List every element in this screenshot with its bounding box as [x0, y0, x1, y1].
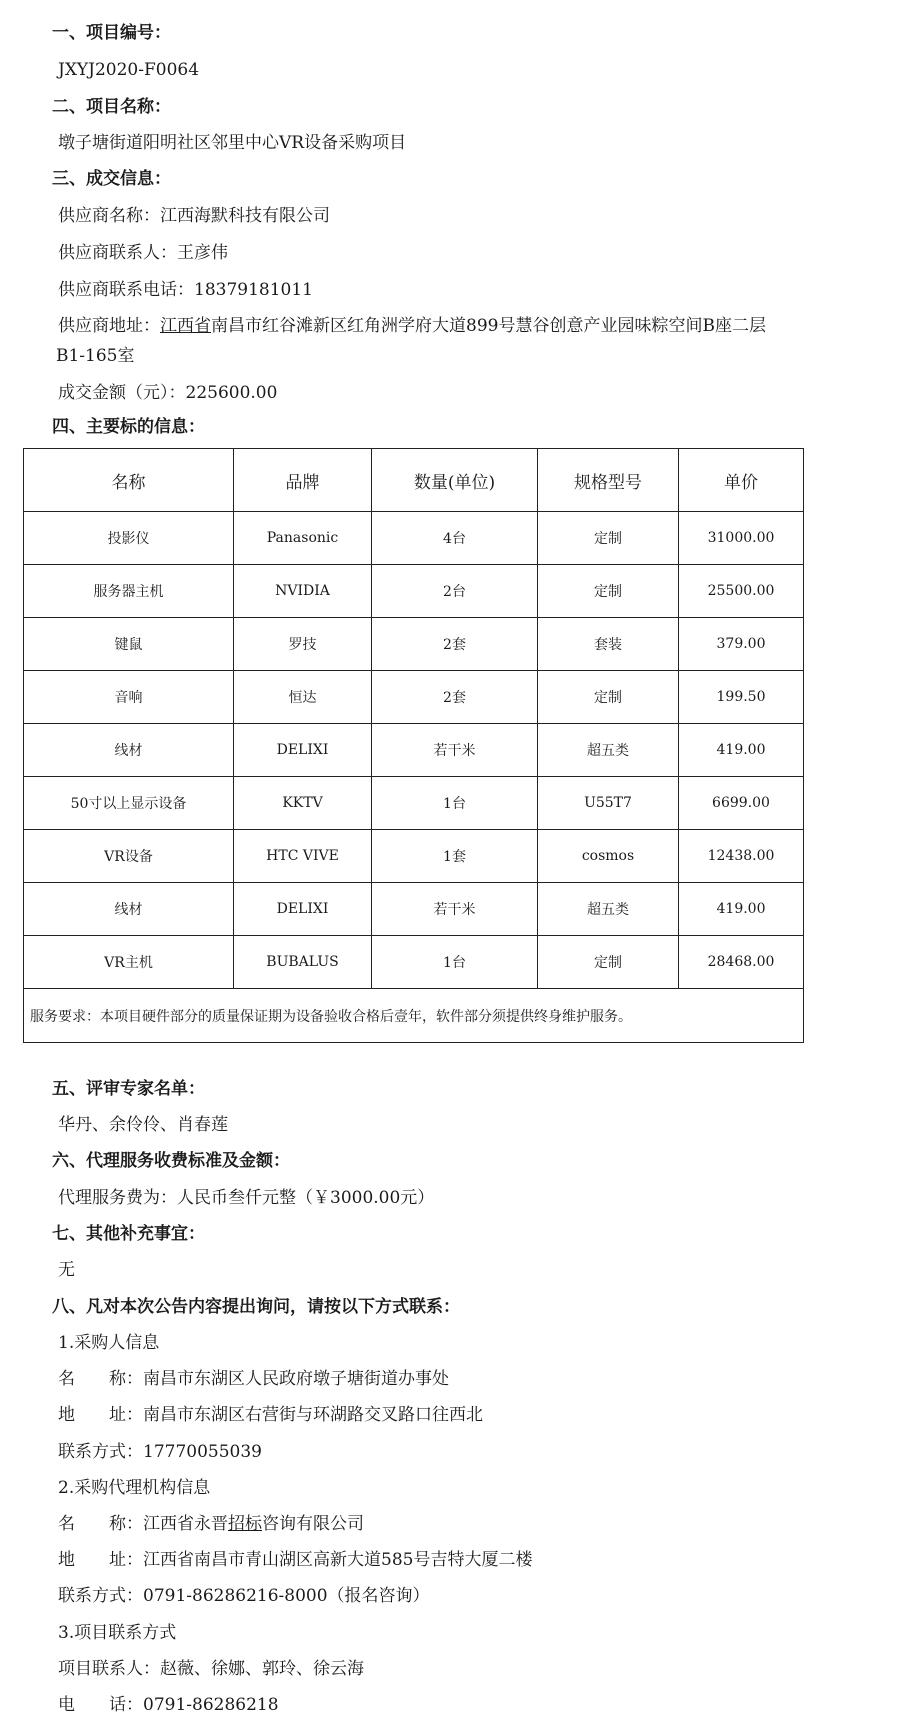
table-header-row [24, 449, 804, 512]
column-header-quantity: 数量(单位) [372, 449, 538, 512]
cell-brand: DELIXI [234, 724, 372, 777]
project-contact-people: 项目联系人：赵薇、徐娜、郭玲、徐云海 [58, 1659, 364, 1679]
cell-spec: 定制 [538, 671, 679, 724]
section-7-heading: 七、其他补充事宜： [52, 1224, 205, 1244]
table-row [24, 936, 804, 989]
cell-name: VR设备 [24, 830, 234, 883]
section-3-heading: 三、成交信息： [52, 169, 171, 189]
agency-name [58, 1513, 364, 1535]
cell-spec: 定制 [538, 936, 679, 989]
cell-price: 28468.00 [679, 936, 804, 989]
project-number: JXYJ2020-F0064 [58, 60, 200, 80]
cell-brand: HTC VIVE [234, 830, 372, 883]
buyer-name-value: 南昌市东湖区人民政府墩子塘街道办事处 [143, 1369, 449, 1389]
cell-name: VR主机 [24, 936, 234, 989]
cell-price: 419.00 [679, 883, 804, 936]
cell-price: 25500.00 [679, 565, 804, 618]
project-name: 墩子塘街道阳明社区邻里中心VR设备采购项目 [58, 133, 407, 153]
supplier-address-province: 江西省 [160, 316, 211, 336]
table-row [24, 512, 804, 565]
section-1-heading: 一、项目编号： [52, 23, 171, 43]
cell-price: 379.00 [679, 618, 804, 671]
agency-info-title: 2.采购代理机构信息 [58, 1478, 211, 1498]
supplier-address-label: 供应商地址： [58, 316, 160, 336]
buyer-info-title: 1.采购人信息 [58, 1333, 160, 1353]
cell-quantity: 2套 [372, 671, 538, 724]
section-6-heading: 六、代理服务收费标准及金额： [52, 1151, 290, 1171]
cell-spec: U55T7 [538, 777, 679, 830]
cell-spec: 超五类 [538, 724, 679, 777]
buyer-contact: 联系方式：17770055039 [58, 1442, 262, 1462]
section-8-heading: 八、凡对本次公告内容提出询问，请按以下方式联系： [52, 1297, 460, 1317]
cell-brand: Panasonic [234, 512, 372, 565]
supplier-address-line2: B1-165室 [56, 346, 135, 366]
cell-brand: KKTV [234, 777, 372, 830]
cell-brand: NVIDIA [234, 565, 372, 618]
cell-quantity: 2套 [372, 618, 538, 671]
cell-spec: 套装 [538, 618, 679, 671]
cell-quantity: 2台 [372, 565, 538, 618]
supplier-address-detail: 南昌市红谷滩新区红角洲学府大道899号慧谷创意产业园味粽空间B座二层 [211, 316, 766, 336]
buyer-address [58, 1404, 483, 1426]
column-header-spec: 规格型号 [538, 449, 679, 512]
supplier-name: 供应商名称：江西海默科技有限公司 [58, 206, 330, 226]
column-header-name: 名称 [24, 449, 234, 512]
expert-list: 华丹、余伶伶、肖春莲 [58, 1115, 228, 1135]
agency-name-underlined: 招标 [228, 1514, 262, 1534]
agency-name-part2: 咨询有限公司 [262, 1514, 364, 1534]
agency-fee: 代理服务费为：人民币叁仟元整（￥3000.00元） [58, 1188, 435, 1208]
cell-spec: 超五类 [538, 883, 679, 936]
cell-price: 31000.00 [679, 512, 804, 565]
agency-name-part1: 江西省永晋 [143, 1514, 228, 1534]
column-header-brand: 品牌 [234, 449, 372, 512]
section-4-heading: 四、主要标的信息： [52, 417, 205, 437]
cell-name: 音响 [24, 671, 234, 724]
cell-name: 服务器主机 [24, 565, 234, 618]
cell-price: 199.50 [679, 671, 804, 724]
supplier-contact: 供应商联系人：王彦伟 [58, 243, 228, 263]
cell-brand: BUBALUS [234, 936, 372, 989]
cell-brand: 恒达 [234, 671, 372, 724]
column-header-price: 单价 [679, 449, 804, 512]
project-phone-value: 0791-86286218 [143, 1695, 279, 1715]
cell-name: 线材 [24, 724, 234, 777]
table-row [24, 883, 804, 936]
cell-price: 6699.00 [679, 777, 804, 830]
table-row [24, 777, 804, 830]
cell-spec: cosmos [538, 830, 679, 883]
buyer-address-label: 地 址： [58, 1405, 143, 1425]
cell-quantity: 1台 [372, 936, 538, 989]
cell-price: 12438.00 [679, 830, 804, 883]
agency-address-value: 江西省南昌市青山湖区高新大道585号吉特大厦二楼 [143, 1550, 533, 1570]
buyer-name-label: 名 称： [58, 1369, 143, 1389]
cell-name: 投影仪 [24, 512, 234, 565]
cell-price: 419.00 [679, 724, 804, 777]
table-row [24, 830, 804, 883]
cell-name: 50寸以上显示设备 [24, 777, 234, 830]
supplier-phone: 供应商联系电话：18379181011 [58, 280, 313, 300]
project-phone [58, 1694, 279, 1716]
cell-spec: 定制 [538, 565, 679, 618]
cell-quantity: 1台 [372, 777, 538, 830]
cell-quantity: 1套 [372, 830, 538, 883]
items-table [23, 448, 804, 1043]
agency-address-label: 地 址： [58, 1550, 143, 1570]
cell-brand: DELIXI [234, 883, 372, 936]
project-contact-title: 3.项目联系方式 [58, 1623, 177, 1643]
buyer-name [58, 1368, 449, 1390]
deal-amount: 成交金额（元）：225600.00 [58, 383, 278, 403]
agency-address [58, 1549, 532, 1571]
section-5-heading: 五、评审专家名单： [52, 1079, 205, 1099]
table-row [24, 671, 804, 724]
cell-brand: 罗技 [234, 618, 372, 671]
other-matters: 无 [58, 1260, 75, 1280]
cell-quantity: 若干米 [372, 724, 538, 777]
cell-spec: 定制 [538, 512, 679, 565]
table-row [24, 565, 804, 618]
agency-contact: 联系方式：0791-86286216-8000（报名咨询） [58, 1586, 430, 1606]
buyer-address-value: 南昌市东湖区右营街与环湖路交叉路口往西北 [143, 1405, 483, 1425]
cell-name: 线材 [24, 883, 234, 936]
supplier-address [58, 315, 766, 337]
service-requirement-row [24, 989, 804, 1043]
table-row [24, 618, 804, 671]
project-phone-label: 电 话： [58, 1695, 143, 1715]
agency-name-label: 名 称： [58, 1514, 143, 1534]
section-2-heading: 二、项目名称： [52, 97, 171, 117]
cell-name: 键鼠 [24, 618, 234, 671]
cell-quantity: 若干米 [372, 883, 538, 936]
cell-quantity: 4台 [372, 512, 538, 565]
service-requirement: 服务要求：本项目硬件部分的质量保证期为设备验收合格后壹年，软件部分须提供终身维护服务。 [24, 989, 804, 1043]
table-row [24, 724, 804, 777]
